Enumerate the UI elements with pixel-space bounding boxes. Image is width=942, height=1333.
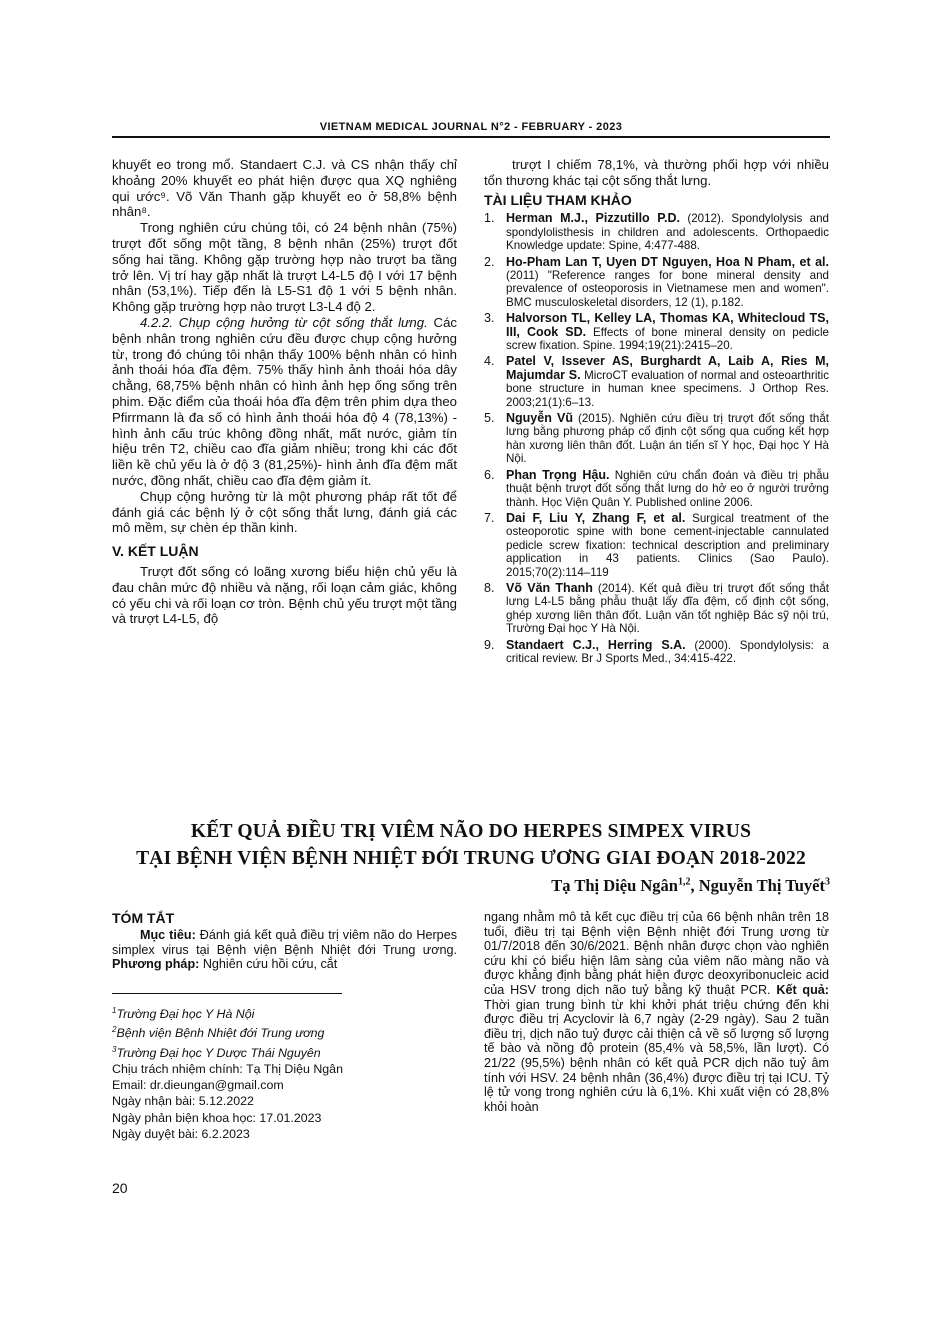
reference-body [506,512,829,579]
right-paragraph-1: trượt I chiếm 78,1%, và thường phối hợp với nhiều tổn thương khác tại cột sống thắt lưng. [484,157,829,188]
reference-text: (2000). Spondylolysis: a critical review. Br J Sports Med., 34:415-422. [506,638,829,665]
author-2-affiliation: 3 [825,876,830,888]
reference-authors: Phan Trọng Hậu. [506,467,610,482]
footnotes [112,1003,457,1142]
article-title-line-2: TẠI BỆNH VIỆN BỆNH NHIỆT ĐỚI TRUNG ƯƠNG GIAI ĐOẠN 2018-2022 [136,848,806,869]
reference-body [506,212,829,252]
reference-text: Nghiên cứu chẩn đoán và điều trị phẫu thuật bệnh trượt đốt sống thắt lưng do hở eo ở người trưởng thành. Học Viện Quân Y. Published online 2006. [506,468,829,509]
email: Email: dr.dieungan@gmail.com [112,1078,284,1093]
reference-body [506,469,829,509]
page-number: 20 [112,1180,128,1196]
reference-authors: Herman M.J., Pizzutillo P.D. [506,211,680,226]
author-2: , Nguyễn Thị Tuyết [690,876,825,895]
subsection-heading: 4.2.2. Chụp cộng hưởng từ cột sống thắt lưng. [140,314,428,330]
reference-number: 3. [484,311,495,326]
right-column [484,157,829,668]
article-title-line-1: KẾT QUẢ ĐIỀU TRỊ VIÊM NÃO DO HERPES SIMPEX VIRUS [190,821,752,842]
author-1-affiliation: 1,2 [678,876,691,888]
reference-text: (2012). Spondylolysis and spondylolisthesis in children and adolescents. Orthopaedic Knowledge update: Spine, 4:477-488. [506,212,829,253]
reference-number: 6. [484,467,495,482]
article-authors [551,876,830,896]
reference-body [506,639,829,666]
reference-item [484,256,829,310]
reference-body [506,256,829,310]
abstract-right-text-a: ngang nhằm mô tả kết cục điều trị của 66 bệnh nhân trên 18 tuổi, điều trị tại Bệnh viện Bệnh nhiệt đới Trung ương từ 01/7/2018 đến 30/6/2021. Bệnh nhân được chọn vào nghiên cứu khi có biểu hiện lâm sàng của viêm não màng não và được khẳng định bằng phát hiện được deoxyribonucleic acid của HSV trong dịch não tuỷ bằng kỹ thuật PCR. [484,910,829,997]
reference-item [484,212,829,252]
reference-text: Surgical treatment of the osteoporotic spine with bone cement-injectable cannulated pedicle screw fixation: technical description and preliminary application in 43 patients. Clinics (Sao Paulo). 2015;70(2):114–119 [506,511,829,579]
reference-item [484,355,829,409]
reference-item [484,639,829,666]
reference-text: (2015). Nghiên cứu điều trị trượt đốt sống thắt lưng bằng phương pháp cố định cột sống qua cuống kết hợp hàn xương liên thân đốt. Luận án tiến sĩ Y học, Đại học Y Hà Nội. [506,412,829,466]
corresponding-author: Chịu trách nhiệm chính: Tạ Thị Diệu Ngân [112,1061,343,1076]
article-title [112,818,830,872]
reference-text: Effects of bone mineral density on pedicle screw fixation. Spine. 1994;19(21):2415–20. [506,325,829,353]
date-reviewed: Ngày phản biện khoa học: 17.01.2023 [112,1110,322,1125]
reference-body [506,582,829,636]
reference-number: 2. [484,254,495,269]
affiliation-3: $^3$Trường Đại học Y Dược Thái Nguyên [112,1044,321,1060]
journal-header: VIETNAM MEDICAL JOURNAL N°2 - FEBRUARY - 2023 [319,121,623,133]
reference-authors: Nguyễn Vũ [506,411,574,426]
objective-text: Đánh giá kết quả điều trị viêm não do Herpes simplex virus tại Bệnh viện Bệnh Nhiệt đới Trung ương. [112,928,457,957]
reference-authors: Võ Văn Thanh [506,580,593,595]
reference-item [484,312,829,352]
reference-body [506,412,829,466]
method-label: Phương pháp: [112,957,200,972]
reference-number: 8. [484,580,495,595]
left-paragraph-1: khuyết eo trong mổ. Standaert C.J. và CS nhận thấy chỉ khoảng 20% khuyết eo phát hiện được qua XQ nghiêng qui ước⁹. Võ Văn Thanh gặp khuyết eo ở 58,8% bệnh nhân⁸. [112,157,457,220]
affiliation-2: $^2$Bệnh viện Bệnh Nhiệt đới Trung ương [112,1025,325,1041]
reference-text: (2014). Kết quả điều trị trượt đốt sống thắt lưng L4-L5 bằng phẫu thuật lấy đĩa đệm, cố định cột sống, ghép xương liên thân đốt. Luận văn tốt nghiệp Bác sỹ nội trú, Trường Đại học Y Hà Nội. [506,581,829,636]
reference-number: 1. [484,211,495,226]
header-rule [112,136,830,138]
left-paragraph-3-text: Các bệnh nhân trong nghiên cứu đều được chụp cộng hưởng từ, trong đó chúng tôi nhận thấy 100% bệnh nhân có hình ảnh thoái hóa đĩa đệm. 75% thấy hình ảnh thoái hóa dây chằng, 68,75% bệnh nhân có hình ảnh hẹp ống sống trên phim. Đặc điểm của thoái hóa đĩa đệm trên phim dựa theo Pfirrmann là đa số có hình ảnh thoái hóa độ 4 (78,13%) - hình ảnh cấu trúc không đồng nhất, mất nước, giảm tín hiệu trên T2, chiều cao đĩa giảm nhiều; trong khi các đốt liền kề chủ yếu là ở độ 3 (81,25%)- hình ảnh đĩa đệm mất nước, đồng nhất, chiều cao đĩa đệm giảm ít. [112,314,457,488]
reference-text: (2011) "Reference ranges for bone mineral density and prevalence of osteoporosis in Vietnamese men and women". BMC musculoskeletal disorders, 12 (1), p.182. [506,269,829,309]
left-paragraph-3 [112,315,457,489]
reference-authors: Ho-Pham Lan T, Uyen DT Nguyen, Hoa N Pham, et al. [506,254,829,269]
reference-number: 5. [484,411,495,426]
method-text: Nghiên cứu hồi cứu, cắt [199,957,338,972]
affiliation-1: $^1$Trường Đại học Y Hà Nội [112,1006,255,1022]
references-title: TÀI LIỆU THAM KHẢO [484,191,632,208]
reference-number: 9. [484,637,495,652]
reference-number: 7. [484,510,495,525]
reference-body [506,312,829,352]
objective-label: Mục tiêu: [140,928,196,942]
reference-authors: Standaert C.J., Herring S.A. [506,637,686,652]
reference-authors: Halvorson TL, Kelley LA, Thomas KA, Whitecloud TS, III, Cook SD. [506,311,829,339]
left-paragraph-5: Trượt đốt sống có loãng xương biểu hiện chủ yếu là đau chân mức độ nhiều và nặng, rối loạn cảm giác, không có yếu chi và rối loạn cơ tròn. Bệnh chủ yếu trượt một tầng và trượt L4-L5, độ [112,563,457,627]
abstract-left [112,910,457,972]
date-received: Ngày nhận bài: 5.12.2022 [112,1094,254,1109]
reference-number: 4. [484,354,495,369]
reference-item [484,412,829,466]
left-column [112,157,457,627]
reference-item [484,512,829,579]
reference-authors: Patel V, Issever AS, Burghardt A, Laib A, Ries M, Majumdar S. [506,354,829,382]
author-1: Tạ Thị Diệu Ngân [551,876,678,895]
reference-item [484,469,829,509]
left-paragraph-4: Chụp cộng hưởng từ là một phương pháp rất tốt để đánh giá các bệnh lý ở cột sống thắt lưng, đánh giá các mô mềm, sự chèn ép thần kinh. [112,488,457,536]
results-label: Kết quả: [770,982,829,997]
footnote-rule [112,993,342,994]
abstract-right [484,910,829,1114]
date-accepted: Ngày duyệt bài: 6.2.2023 [112,1126,250,1141]
abstract-left-text [112,928,457,972]
reference-item [484,582,829,636]
reference-text: MicroCT evaluation of normal and osteoarthritic bone structure in human knee specimens. J Orthop Res. 2003;21(1):6–13. [506,368,829,409]
reference-body [506,355,829,409]
abstract-right-text-b: Thời gian trung bình từ khi khởi phát triệu chứng đến khi được điều trị Acyclovir là 6,7 ngày (2-29 ngày). Sau 2 tuần điều trị, dịch não tuỷ được cải thiện cả về số lượng số lượng tế bào và nồng độ protein (85,4% và 58,5%, lần lượt). Có 21/22 (95,5%) bệnh nhân có kết quả PCR dịch não tuỷ âm tính với HSV. 24 bệnh nhân (36,4%) được điều trị tại ICU. Tỷ lệ tử vong trong nghiên cứu là 6,1%. Khi xuất viện có 28,8% khỏi hoàn [484,997,829,1114]
summary-label: TÓM TẮT [112,910,175,926]
references-list [484,212,829,665]
section-heading-conclusion: V. KẾT LUẬN [112,543,199,560]
left-paragraph-2: Trong nghiên cứu chúng tôi, có 24 bệnh nhân (75%) trượt đốt sống một tầng, 8 bệnh nhân (25%) trượt đốt sống hai tầng. Không gặp trường hợp nào trượt ba tầng trở lên. Vị trí hay gặp nhất là trượt L4-L5 độ I với 17 bệnh nhân (53,1%). Tiếp đến là L5-S1 độ 1 với 5 bệnh nhân. Không gặp trường hợp nào trượt L3-L4 độ 2. [112,220,457,315]
reference-authors: Dai F, Liu Y, Zhang F, et al. [506,510,686,525]
